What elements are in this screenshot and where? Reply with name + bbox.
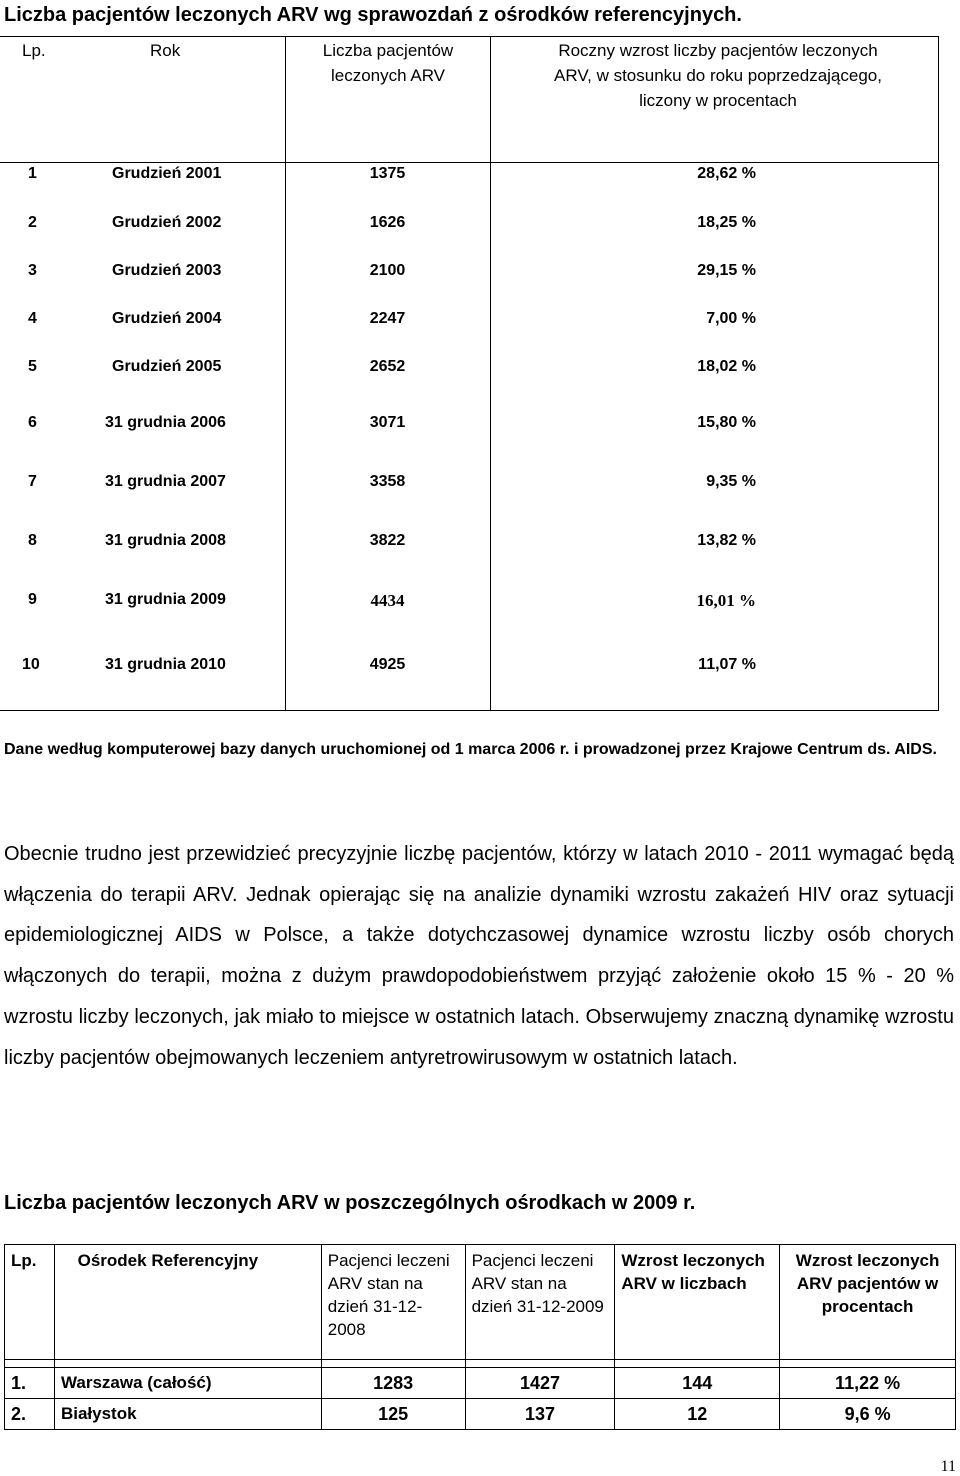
row-count: 2652 [369,358,406,375]
page-title: Liczba pacjentów leczonych ARV wg sprawozdań z ośrodków referencyjnych. [4,4,742,26]
section-title: Liczba pacjentów leczonych ARV w poszczególnych ośrodkach w 2009 r. [4,1192,696,1214]
table1-header-rok: Rok [150,41,181,60]
table2-header-row [5,1245,956,1360]
table1-col-divider [490,36,491,711]
body-paragraph: Obecnie trudno jest przewidzieć precyzyjnie liczbę pacjentów, którzy w latach 2010 - 2011 wymagać będą włączenia do terapii ARV. Jednak opierając się na analizie dynamiki wzrostu zakażeń HIV oraz sytuacji epidemiologicznej AIDS w Polsce, a także dotychczasowej dynamice wzrostu liczby osób chorych włączonych do terapii, można z dużym prawdopodobieństwem przyjąć założenie około 15 % - 20 % wzrostu liczby leczonych, jak miało to miejsce w ostatnich latach. Obserwujemy znaczną dynamikę wzrostu liczby pacjentów obejmowanych leczeniem antyretrowirusowym w ostatnich latach. [4,843,954,1069]
row-growth: 18,02 % [697,358,756,375]
row-rok: Grudzień 2005 [112,358,222,375]
table2-header-wzrost-pct: Wzrost leczonych ARV pacjentów w procentach [780,1245,956,1360]
row-lp: 2 [28,214,37,231]
row-growth: 29,15 % [697,262,756,279]
table1-header-divider [0,162,939,163]
row-rok: Grudzień 2001 [112,165,222,182]
row-rok: Grudzień 2004 [112,310,222,327]
row-rok: 31 grudnia 2010 [105,656,226,673]
row-count: 3358 [369,473,406,490]
row-growth: 16,01 % [696,591,756,610]
table2-header-wzrost: Wzrost leczonych ARV w liczbach [615,1245,780,1360]
row-count: 2247 [369,310,406,327]
table2-lp: 2. [5,1399,55,1430]
table2-osrodek: Warszawa (całość) [54,1368,321,1399]
table2-header-osrodek: Ośrodek Referencyjny [54,1245,321,1360]
row-growth: 28,62 % [697,165,756,182]
table2 [4,1244,956,1430]
row-growth: 18,25 % [697,214,756,231]
table2-lp: 1. [5,1368,55,1399]
row-growth: 15,80 % [697,414,756,431]
table2-p2009: 137 [465,1399,615,1430]
row-lp: 8 [28,532,37,549]
row-count: 4434 [370,591,405,610]
row-lp: 3 [28,262,37,279]
row-rok: 31 grudnia 2007 [105,473,226,490]
data-source-note: Dane według komputerowej bazy danych uruchomionej od 1 marca 2006 r. i prowadzonej przez Krajowe Centrum ds. AIDS. [4,741,937,758]
table2-wzrost-pct: 9,6 % [780,1399,956,1430]
row-rok: Grudzień 2003 [112,262,222,279]
row-rok: Grudzień 2002 [112,214,222,231]
row-growth: 11,07 % [698,656,756,673]
row-growth: 13,82 % [697,532,756,549]
table1-col-divider [938,36,939,711]
row-lp: 6 [28,414,37,431]
table-row [5,1368,956,1399]
table2-wzrost-pct: 11,22 % [780,1368,956,1399]
row-growth: 7,00 % [706,310,756,327]
row-count: 3071 [369,414,406,431]
row-lp: 9 [28,591,37,608]
row-lp: 4 [28,310,37,327]
row-count: 2100 [369,262,406,279]
row-lp: 1 [28,165,37,182]
row-count: 3822 [369,532,406,549]
table2-wzrost: 144 [615,1368,780,1399]
table1-header-growth: Roczny wzrost liczby pacjentów leczonych ARV, w stosunku do roku poprzedzającego, liczony w procentach [554,41,882,110]
row-count: 4925 [369,656,406,673]
row-lp: 10 [22,656,40,673]
row-rok: 31 grudnia 2006 [105,414,226,431]
table2-p2008: 125 [321,1399,465,1430]
table1-header-count: Liczba pacjentów leczonych ARV [322,41,454,85]
table2-wzrost: 12 [615,1399,780,1430]
row-count: 1375 [369,165,406,182]
row-lp: 5 [28,358,37,375]
row-growth: 9,35 % [706,473,756,490]
page-number: 11 [940,1458,956,1475]
row-lp: 7 [28,473,37,490]
table2-header-lp: Lp. [5,1245,55,1360]
row-rok: 31 grudnia 2008 [105,532,226,549]
row-count: 1626 [369,214,406,231]
table2-header-2009: Pacjenci leczeni ARV stan na dzień 31-12-2009 [465,1245,615,1360]
row-rok: 31 grudnia 2009 [105,591,226,608]
table1-border-top [0,36,939,37]
table2-p2008: 1283 [321,1368,465,1399]
table2-p2009: 1427 [465,1368,615,1399]
table2-header-2008: Pacjenci leczeni ARV stan na dzień 31-12-2008 [321,1245,465,1360]
table-row [5,1399,956,1430]
table1-header-lp: Lp. [22,41,46,60]
table2-osrodek: Białystok [54,1399,321,1430]
table1-border-bottom [0,710,939,711]
